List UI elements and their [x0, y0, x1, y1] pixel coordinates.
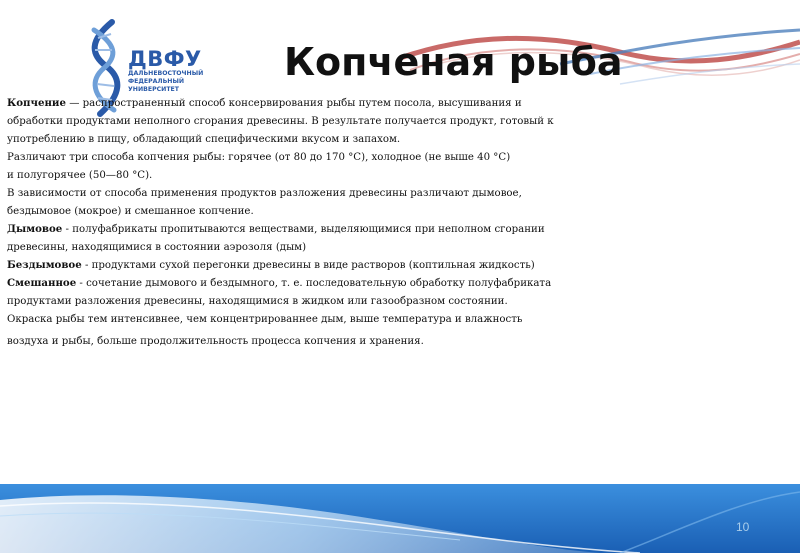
term-mixed: Смешанное	[7, 277, 77, 289]
term-smoke: Дымовое	[7, 223, 63, 235]
line-text: - полуфабрикаты пропитываются веществами, выделяющимися при неполном сгорании	[62, 224, 545, 235]
line-text: - продуктами сухой перегонки древесины в виде растворов (коптильная жидкость)	[81, 260, 535, 271]
line-text: - сочетание дымового и бездымного, т. е. последовательную обработку полуфабриката	[76, 278, 552, 289]
text-line: бездымовое (мокрое) и смешанное копчение.	[7, 206, 254, 217]
text-line: древесины, находящимися в состоянии аэрозоля (дым)	[7, 242, 307, 253]
text-line: обработки продуктами неполного сгорания древесины. В результате получается продукт, готовый к	[7, 116, 554, 127]
logo-subtitle-line: ФЕДЕРАЛЬНЫЙ	[128, 78, 185, 85]
text-line: употреблению в пищу, обладающий специфическими вкусом и запахом.	[7, 134, 401, 145]
slide-title: Копченая рыба	[284, 40, 623, 84]
logo-mark: ДВФУ	[128, 47, 202, 71]
term-smoking: Копчение	[7, 97, 66, 109]
text-line: воздуха и рыбы, больше продолжительность процесса копчения и хранения.	[7, 336, 424, 347]
text-line: Различают три способа копчения рыбы: горячее (от 80 до 170 °С), холодное (не выше 40 °С)	[7, 152, 511, 163]
term-smokeless: Бездымовое	[7, 259, 82, 271]
text-line: и полугорячее (50—80 °С).	[7, 170, 153, 181]
logo-subtitle-line: УНИВЕРСИТЕТ	[128, 86, 179, 93]
text-line: Окраска рыбы тем интенсивнее, чем концентрированнее дым, выше температура и влажность	[7, 314, 523, 325]
page-number: 10	[736, 520, 750, 534]
text-line: В зависимости от способа применения продуктов разложения древесины различают дымовое,	[7, 188, 522, 199]
line-text: — распространенный способ консервирования рыбы путем посола, высушивания и	[65, 98, 522, 109]
text-line: продуктами разложения древесины, находящимися в жидком или газообразном состоянии.	[7, 296, 508, 307]
logo-subtitle-line: ДАЛЬНЕВОСТОЧНЫЙ	[128, 70, 204, 77]
